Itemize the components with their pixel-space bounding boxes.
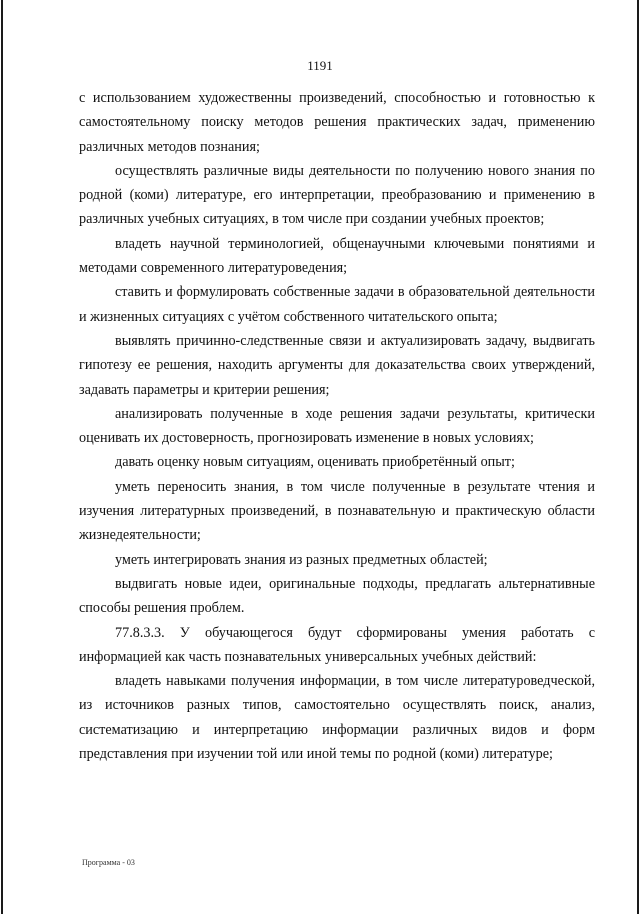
paragraph: осуществлять различные виды деятельности по получению нового знания по родной (коми) литературе, его интерпретации, преобразованию и применению в различных учебных ситуациях, в том числе при создании учебных проектов;: [79, 162, 595, 228]
section-heading-paragraph: 77.8.3.3. У обучающегося будут сформированы умения работать с информацией как часть познавательных универсальных учебных действий:: [79, 624, 595, 665]
paragraph: давать оценку новым ситуациям, оценивать приобретённый опыт;: [115, 454, 515, 471]
page-number: 1191: [307, 58, 333, 73]
paragraph: выдвигать новые идеи, оригинальные подходы, предлагать альтернативные способы решения проблем.: [79, 575, 595, 617]
paragraph: владеть научной терминологией, общенаучными ключевыми понятиями и методами современного литературоведения;: [79, 235, 595, 277]
paragraph: ставить и формулировать собственные задачи в образовательной деятельности и жизненных ситуациях с учётом собственного читательского опыта;: [79, 284, 595, 325]
scan-right-edge: [637, 0, 639, 914]
paragraph: владеть навыками получения информации, в том числе литературоведческой, из источников разных типов, самостоятельно осуществлять поиск, анализ, систематизацию и интерпретацию информации различных видов и форм представления при изучении той или иной темы по родной (коми) литературе;: [79, 673, 595, 763]
paragraph: уметь интегрировать знания из разных предметных областей;: [115, 551, 488, 568]
scan-left-edge: [1, 0, 3, 914]
paragraph: с использованием художественны произведений, способностью и готовностью к самостоятельному поиску методов решения практических задач, применению различных методов познания;: [79, 90, 595, 155]
paragraph: уметь переносить знания, в том числе полученные в результате чтения и изучения литературных произведений, в познавательную и практическую области жизнедеятельности;: [79, 478, 595, 544]
paragraph: выявлять причинно-следственные связи и актуализировать задачу, выдвигать гипотезу ее решения, находить аргументы для доказательства своих утверждений, задавать параметры и критерии решения;: [79, 332, 595, 398]
footer-label: Программа - 03: [82, 858, 135, 867]
document-body: [79, 86, 595, 766]
paragraph: анализировать полученные в ходе решения задачи результаты, критически оценивать их достоверность, прогнозировать изменение в новых условиях;: [79, 405, 595, 447]
